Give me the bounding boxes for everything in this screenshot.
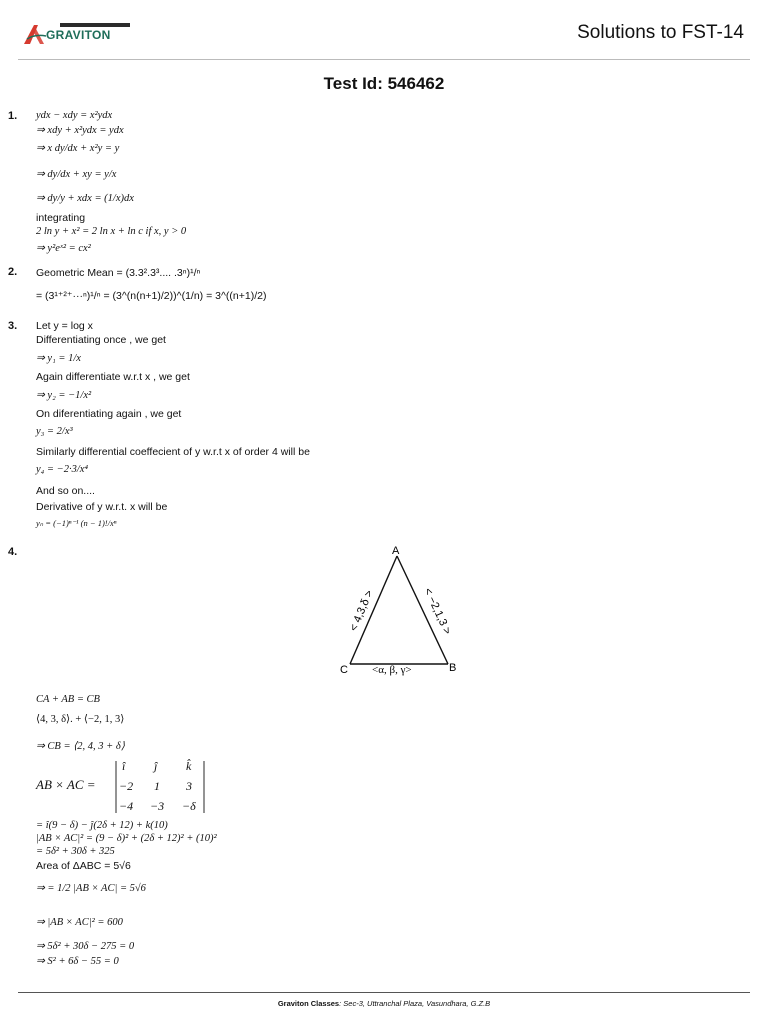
q4-line-4: AB × AC = bbox=[36, 777, 96, 792]
q3-line-4: Again differentiate w.r.t x , we get bbox=[36, 371, 190, 383]
q3-line-2: Differentiating once , we get bbox=[36, 334, 166, 346]
q1-line-6: integrating bbox=[36, 212, 86, 224]
footer-company: Graviton Classes bbox=[277, 999, 340, 1008]
footer-divider bbox=[18, 992, 750, 993]
logo-tagline-bar bbox=[60, 23, 130, 27]
det-cell: 3 bbox=[186, 779, 192, 793]
q2-line-1: Geometric Mean = (3.3².3³.... .3ⁿ)¹/ⁿ bbox=[36, 267, 201, 279]
page-title: Solutions to FST-14 bbox=[577, 22, 744, 43]
q3-line-8: Similarly differential coeffecient of y w.r.t x of order 4 will be bbox=[36, 446, 310, 458]
question-number: 1. bbox=[8, 110, 18, 122]
vertex-b-label: B bbox=[449, 662, 457, 674]
q4-line-8: Area of ΔABC = 5√6 bbox=[36, 860, 131, 872]
q2-line-2: = (3¹⁺²⁺···ⁿ)¹/ⁿ = (3^(n(n+1)/2))^(1/n) = 3^((n+1)/2) bbox=[36, 290, 267, 302]
q4-line-2: ⟨4, 3, δ⟩. + ⟨−2, 1, 3⟩ bbox=[36, 714, 125, 725]
q1-line-5: ⇒ dy/y + xdx = (1/x)dx bbox=[36, 193, 134, 204]
logo-mark-icon bbox=[22, 22, 48, 48]
q4-line-1: CA + AB = CB bbox=[36, 694, 100, 705]
q3-line-12: yₙ = (−1)ⁿ⁻¹ (n − 1)!/xⁿ bbox=[36, 518, 117, 528]
q4-line-12: ⇒ S² + 6δ − 55 = 0 bbox=[36, 956, 119, 967]
det-cell: −3 bbox=[150, 799, 165, 813]
det-cell: −δ bbox=[182, 799, 196, 813]
side-ca-label: < 4,3,δ > bbox=[347, 588, 376, 634]
q3-line-5: ⇒ y₂ = −1/x² bbox=[36, 390, 92, 401]
q1-line-2: ⇒ xdy + x²ydx = ydx bbox=[36, 125, 124, 136]
header-divider bbox=[18, 59, 750, 60]
q3-line-6: On diferentiating again , we get bbox=[36, 408, 182, 420]
q3-line-7: y₃ = 2/x³ bbox=[36, 426, 73, 437]
logo-text: GRAVITON bbox=[46, 28, 111, 42]
test-id-heading: Test Id: 546462 bbox=[323, 74, 445, 93]
det-cell: −4 bbox=[119, 799, 134, 813]
side-cb-label: <α, β, γ> bbox=[372, 664, 412, 676]
vertex-c-label: C bbox=[340, 664, 348, 676]
vertex-a-label: A bbox=[392, 545, 400, 557]
q4-line-5: = î(9 − δ) − ĵ(2δ + 12) + k(10) bbox=[36, 820, 168, 831]
q4-line-11: ⇒ 5δ² + 30δ − 275 = 0 bbox=[36, 941, 135, 952]
q3-line-9: y₄ = −2·3/x⁴ bbox=[36, 464, 89, 475]
det-cell: ĵ bbox=[154, 759, 158, 773]
q4-line-3: ⇒ CB = ⟨2, 4, 3 + δ⟩ bbox=[36, 741, 125, 752]
q1-line-4: ⇒ dy/dx + xy = y/x bbox=[36, 169, 117, 180]
q4-line-7: = 5δ² + 30δ + 325 bbox=[36, 846, 115, 857]
q4-line-6: |AB × AC|² = (9 − δ)² + (2δ + 12)² + (10)² bbox=[36, 833, 217, 844]
q1-line-1: ydx − xdy = x²ydx bbox=[36, 110, 113, 121]
q3-line-1: Let y = log x bbox=[36, 320, 93, 332]
page-header bbox=[0, 0, 768, 62]
q4-line-9: ⇒ = 1/2 |AB × AC| = 5√6 bbox=[36, 883, 146, 894]
det-cell: k̂ bbox=[186, 759, 192, 773]
det-cell: −2 bbox=[119, 779, 134, 793]
triangle-diagram bbox=[330, 540, 470, 680]
page-footer bbox=[0, 999, 768, 1008]
q3-line-11: Derivative of y w.r.t. x will be bbox=[36, 501, 168, 513]
det-cell: î bbox=[122, 759, 126, 773]
side-ab-label: < −2,1,3 > bbox=[421, 586, 454, 637]
question-number: 4. bbox=[8, 546, 18, 558]
det-cell: 1 bbox=[154, 779, 160, 793]
question-number: 2. bbox=[8, 266, 18, 278]
q1-line-3: ⇒ x dy/dx + x²y = y bbox=[36, 143, 120, 154]
footer-address: : Sec-3, Uttranchal Plaza, Vasundhara, G.Z.B bbox=[339, 999, 491, 1008]
q4-line-10: ⇒ |AB × AC|² = 600 bbox=[36, 917, 123, 928]
question-number: 3. bbox=[8, 320, 18, 332]
q1-line-8: ⇒ y²eˣ² = cx² bbox=[36, 243, 91, 254]
q1-line-7: 2 ln y + x² = 2 ln x + ln c if x, y > 0 bbox=[36, 226, 187, 237]
graviton-logo bbox=[22, 20, 122, 50]
q3-line-3: ⇒ y₁ = 1/x bbox=[36, 353, 81, 364]
q3-line-10: And so on.... bbox=[36, 485, 95, 497]
